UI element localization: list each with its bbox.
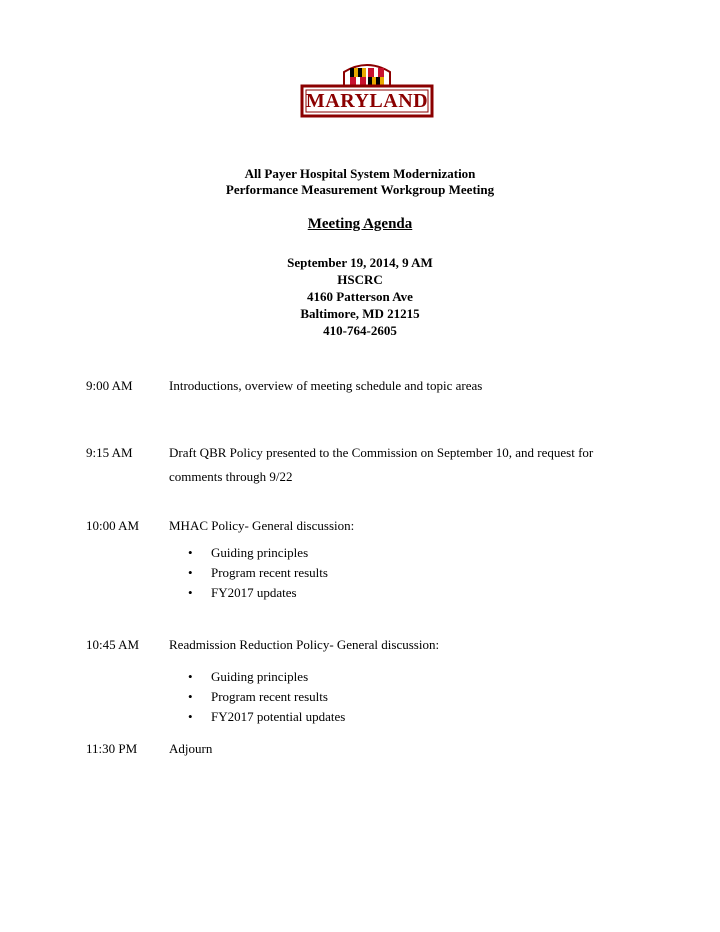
agenda-time: 10:00 AM	[86, 518, 140, 533]
bullet-list	[169, 543, 328, 603]
bullet-list	[169, 667, 345, 727]
venue-phone: 410-764-2605	[323, 323, 397, 338]
bullet-icon: •	[188, 545, 193, 560]
list-item-label: FY2017 potential updates	[211, 709, 346, 724]
venue-city: Baltimore, MD 21215	[300, 306, 420, 321]
agenda-time: 11:30 PM	[86, 741, 138, 756]
list-item	[169, 583, 328, 603]
bullet-icon: •	[188, 689, 193, 704]
list-item-label: Guiding principles	[211, 669, 309, 684]
logo-wordmark: MARYLAND	[305, 90, 429, 112]
list-item	[169, 687, 345, 707]
bullet-icon: •	[188, 669, 193, 684]
venue-org: HSCRC	[337, 272, 383, 287]
venue-street: 4160 Patterson Ave	[307, 289, 413, 304]
list-item	[169, 563, 328, 583]
list-item	[169, 667, 345, 687]
meeting-datetime: September 19, 2014, 9 AM	[287, 255, 433, 270]
agenda-description: Introductions, overview of meeting schedule and topic areas	[169, 378, 483, 393]
agenda-time: 10:45 AM	[86, 637, 140, 652]
list-item	[169, 543, 328, 563]
maryland-logo	[300, 58, 434, 120]
list-item-label: Program recent results	[211, 565, 328, 580]
list-item-label: FY2017 updates	[211, 585, 297, 600]
list-item-label: Program recent results	[211, 689, 328, 704]
bullet-icon: •	[188, 565, 193, 580]
bullet-icon: •	[188, 709, 193, 724]
agenda-title: Meeting Agenda	[307, 216, 413, 232]
agenda-description: MHAC Policy- General discussion:	[169, 518, 355, 533]
agenda-description: Readmission Reduction Policy- General discussion:	[169, 637, 440, 652]
bullet-icon: •	[188, 585, 193, 600]
agenda-time: 9:00 AM	[86, 378, 133, 393]
agenda-description: Draft QBR Policy presented to the Commission on September 10, and request for comments through 9/22	[169, 445, 594, 484]
venue-block	[0, 254, 720, 339]
header-line-2: Performance Measurement Workgroup Meeting	[225, 182, 495, 197]
header-line-1: All Payer Hospital System Modernization	[244, 166, 476, 181]
list-item-label: Guiding principles	[211, 545, 309, 560]
agenda-time: 9:15 AM	[86, 445, 133, 460]
meeting-header	[0, 166, 720, 198]
agenda-description: Adjourn	[169, 741, 213, 756]
list-item	[169, 707, 345, 727]
